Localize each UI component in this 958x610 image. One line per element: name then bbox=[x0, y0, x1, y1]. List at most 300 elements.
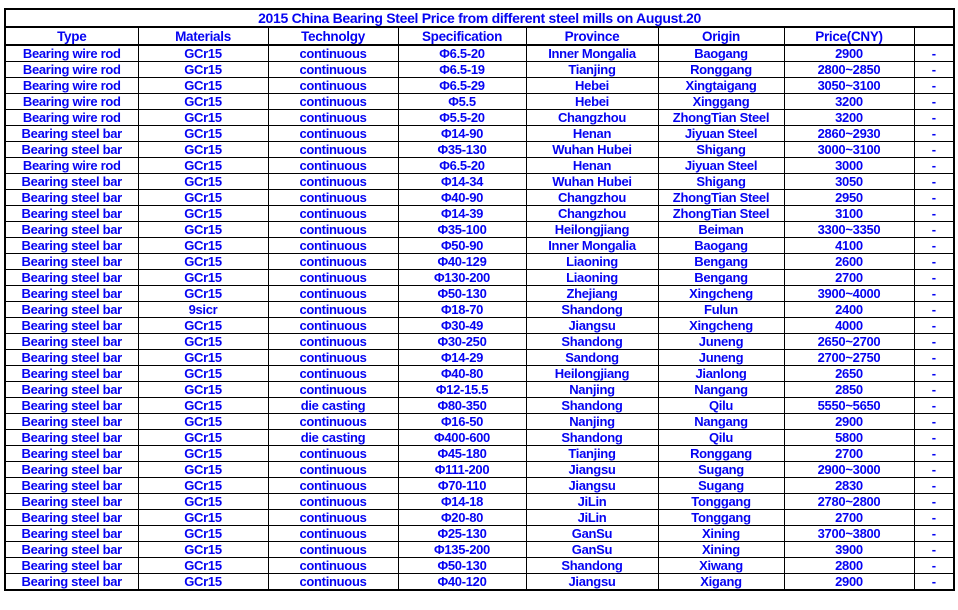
cell-province: Changzhou bbox=[526, 110, 658, 126]
cell-specification: Φ14-90 bbox=[398, 126, 526, 142]
cell-province: Wuhan Hubei bbox=[526, 142, 658, 158]
cell-type: Bearing wire rod bbox=[5, 110, 138, 126]
cell-price: 2900 bbox=[784, 414, 914, 430]
cell-province: Nanjing bbox=[526, 382, 658, 398]
cell-specification: Φ130-200 bbox=[398, 270, 526, 286]
cell-price: 4000 bbox=[784, 318, 914, 334]
cell-origin: Nangang bbox=[658, 382, 784, 398]
cell-materials: GCr15 bbox=[138, 142, 268, 158]
cell-specification: Φ35-130 bbox=[398, 142, 526, 158]
cell-origin: ZhongTian Steel bbox=[658, 206, 784, 222]
cell-origin: Jiyuan Steel bbox=[658, 158, 784, 174]
cell-type: Bearing steel bar bbox=[5, 526, 138, 542]
cell-materials: GCr15 bbox=[138, 78, 268, 94]
cell-materials: GCr15 bbox=[138, 254, 268, 270]
cell-note: - bbox=[914, 542, 954, 558]
cell-price: 2800 bbox=[784, 558, 914, 574]
table-row bbox=[5, 558, 954, 574]
cell-materials: GCr15 bbox=[138, 414, 268, 430]
cell-type: Bearing wire rod bbox=[5, 78, 138, 94]
cell-technology: continuous bbox=[268, 126, 398, 142]
cell-specification: Φ40-120 bbox=[398, 574, 526, 591]
cell-specification: Φ18-70 bbox=[398, 302, 526, 318]
cell-price: 2900~3000 bbox=[784, 462, 914, 478]
cell-province: Hebei bbox=[526, 78, 658, 94]
cell-origin: Jiyuan Steel bbox=[658, 126, 784, 142]
cell-origin: Qilu bbox=[658, 430, 784, 446]
table-row bbox=[5, 94, 954, 110]
cell-note: - bbox=[914, 222, 954, 238]
cell-type: Bearing steel bar bbox=[5, 350, 138, 366]
cell-materials: GCr15 bbox=[138, 286, 268, 302]
cell-origin: Tonggang bbox=[658, 510, 784, 526]
cell-technology: continuous bbox=[268, 110, 398, 126]
cell-technology: continuous bbox=[268, 414, 398, 430]
cell-note: - bbox=[914, 45, 954, 62]
cell-specification: Φ111-200 bbox=[398, 462, 526, 478]
cell-type: Bearing steel bar bbox=[5, 574, 138, 591]
cell-materials: GCr15 bbox=[138, 382, 268, 398]
table-row bbox=[5, 126, 954, 142]
cell-materials: GCr15 bbox=[138, 206, 268, 222]
cell-origin: Fulun bbox=[658, 302, 784, 318]
cell-type: Bearing steel bar bbox=[5, 254, 138, 270]
table-row bbox=[5, 414, 954, 430]
cell-specification: Φ50-130 bbox=[398, 558, 526, 574]
price-table-head bbox=[5, 9, 954, 45]
cell-price: 2800~2850 bbox=[784, 62, 914, 78]
cell-materials: GCr15 bbox=[138, 45, 268, 62]
cell-origin: Xingtaigang bbox=[658, 78, 784, 94]
cell-origin: Jianlong bbox=[658, 366, 784, 382]
cell-specification: Φ20-80 bbox=[398, 510, 526, 526]
cell-price: 3700~3800 bbox=[784, 526, 914, 542]
header-row bbox=[5, 27, 954, 45]
cell-origin: Shigang bbox=[658, 142, 784, 158]
cell-materials: GCr15 bbox=[138, 174, 268, 190]
cell-type: Bearing steel bar bbox=[5, 318, 138, 334]
cell-province: Jiangsu bbox=[526, 462, 658, 478]
cell-technology: continuous bbox=[268, 318, 398, 334]
cell-price: 2700 bbox=[784, 270, 914, 286]
cell-type: Bearing steel bar bbox=[5, 510, 138, 526]
table-row bbox=[5, 334, 954, 350]
cell-province: Inner Mongalia bbox=[526, 238, 658, 254]
cell-note: - bbox=[914, 398, 954, 414]
cell-origin: Tonggang bbox=[658, 494, 784, 510]
cell-price: 2830 bbox=[784, 478, 914, 494]
table-row bbox=[5, 302, 954, 318]
cell-province: Jiangsu bbox=[526, 478, 658, 494]
cell-type: Bearing wire rod bbox=[5, 45, 138, 62]
table-row bbox=[5, 366, 954, 382]
cell-origin: Xigang bbox=[658, 574, 784, 591]
table-title: 2015 China Bearing Steel Price from different steel mills on August.20 bbox=[5, 9, 954, 27]
cell-province: Changzhou bbox=[526, 190, 658, 206]
cell-materials: GCr15 bbox=[138, 446, 268, 462]
cell-specification: Φ6.5-20 bbox=[398, 45, 526, 62]
cell-specification: Φ400-600 bbox=[398, 430, 526, 446]
cell-price: 3050~3100 bbox=[784, 78, 914, 94]
cell-province: Sandong bbox=[526, 350, 658, 366]
cell-province: Shandong bbox=[526, 334, 658, 350]
cell-technology: continuous bbox=[268, 158, 398, 174]
cell-specification: Φ14-29 bbox=[398, 350, 526, 366]
cell-technology: continuous bbox=[268, 494, 398, 510]
cell-province: Shandong bbox=[526, 302, 658, 318]
cell-province: Nanjing bbox=[526, 414, 658, 430]
cell-origin: Baogang bbox=[658, 45, 784, 62]
cell-origin: Xingcheng bbox=[658, 318, 784, 334]
cell-specification: Φ5.5-20 bbox=[398, 110, 526, 126]
cell-materials: GCr15 bbox=[138, 270, 268, 286]
cell-materials: GCr15 bbox=[138, 238, 268, 254]
cell-note: - bbox=[914, 78, 954, 94]
column-header-blank bbox=[914, 27, 954, 45]
cell-price: 4100 bbox=[784, 238, 914, 254]
cell-price: 3200 bbox=[784, 94, 914, 110]
cell-specification: Φ40-80 bbox=[398, 366, 526, 382]
cell-technology: continuous bbox=[268, 270, 398, 286]
cell-specification: Φ50-130 bbox=[398, 286, 526, 302]
cell-price: 2400 bbox=[784, 302, 914, 318]
cell-technology: continuous bbox=[268, 62, 398, 78]
cell-type: Bearing steel bar bbox=[5, 222, 138, 238]
cell-note: - bbox=[914, 414, 954, 430]
cell-note: - bbox=[914, 462, 954, 478]
table-row bbox=[5, 542, 954, 558]
cell-origin: Xining bbox=[658, 542, 784, 558]
cell-type: Bearing steel bar bbox=[5, 238, 138, 254]
table-row bbox=[5, 78, 954, 94]
cell-technology: continuous bbox=[268, 542, 398, 558]
cell-province: JiLin bbox=[526, 494, 658, 510]
cell-origin: Juneng bbox=[658, 334, 784, 350]
cell-price: 3300~3350 bbox=[784, 222, 914, 238]
cell-technology: continuous bbox=[268, 190, 398, 206]
cell-technology: die casting bbox=[268, 430, 398, 446]
cell-origin: Qilu bbox=[658, 398, 784, 414]
cell-price: 3000~3100 bbox=[784, 142, 914, 158]
table-row bbox=[5, 574, 954, 591]
table-row bbox=[5, 158, 954, 174]
table-row bbox=[5, 110, 954, 126]
cell-price: 3100 bbox=[784, 206, 914, 222]
cell-specification: Φ45-180 bbox=[398, 446, 526, 462]
cell-note: - bbox=[914, 510, 954, 526]
cell-price: 2850 bbox=[784, 382, 914, 398]
table-row bbox=[5, 398, 954, 414]
price-table bbox=[4, 8, 955, 591]
cell-note: - bbox=[914, 158, 954, 174]
price-table-container bbox=[4, 8, 955, 591]
cell-materials: GCr15 bbox=[138, 94, 268, 110]
cell-type: Bearing steel bar bbox=[5, 270, 138, 286]
cell-type: Bearing steel bar bbox=[5, 494, 138, 510]
cell-materials: GCr15 bbox=[138, 526, 268, 542]
cell-technology: continuous bbox=[268, 78, 398, 94]
table-row bbox=[5, 45, 954, 62]
cell-province: GanSu bbox=[526, 526, 658, 542]
cell-province: Liaoning bbox=[526, 270, 658, 286]
cell-origin: Xiwang bbox=[658, 558, 784, 574]
cell-price: 2600 bbox=[784, 254, 914, 270]
cell-note: - bbox=[914, 366, 954, 382]
cell-specification: Φ6.5-19 bbox=[398, 62, 526, 78]
cell-specification: Φ40-90 bbox=[398, 190, 526, 206]
cell-technology: continuous bbox=[268, 174, 398, 190]
cell-type: Bearing wire rod bbox=[5, 94, 138, 110]
cell-materials: 9sicr bbox=[138, 302, 268, 318]
cell-materials: GCr15 bbox=[138, 462, 268, 478]
cell-specification: Φ14-18 bbox=[398, 494, 526, 510]
cell-price: 5800 bbox=[784, 430, 914, 446]
table-row bbox=[5, 62, 954, 78]
cell-type: Bearing steel bar bbox=[5, 398, 138, 414]
table-row bbox=[5, 174, 954, 190]
cell-type: Bearing steel bar bbox=[5, 190, 138, 206]
cell-materials: GCr15 bbox=[138, 478, 268, 494]
column-header-origin: Origin bbox=[658, 27, 784, 45]
cell-province: Jiangsu bbox=[526, 318, 658, 334]
cell-price: 2860~2930 bbox=[784, 126, 914, 142]
cell-note: - bbox=[914, 190, 954, 206]
cell-technology: continuous bbox=[268, 254, 398, 270]
cell-note: - bbox=[914, 574, 954, 591]
cell-note: - bbox=[914, 254, 954, 270]
cell-note: - bbox=[914, 318, 954, 334]
cell-type: Bearing steel bar bbox=[5, 334, 138, 350]
table-row bbox=[5, 462, 954, 478]
table-row bbox=[5, 510, 954, 526]
cell-province: Shandong bbox=[526, 398, 658, 414]
cell-price: 2900 bbox=[784, 574, 914, 591]
cell-note: - bbox=[914, 382, 954, 398]
cell-specification: Φ135-200 bbox=[398, 542, 526, 558]
cell-province: Liaoning bbox=[526, 254, 658, 270]
cell-note: - bbox=[914, 270, 954, 286]
cell-price: 2700 bbox=[784, 446, 914, 462]
cell-technology: continuous bbox=[268, 462, 398, 478]
cell-materials: GCr15 bbox=[138, 350, 268, 366]
cell-province: Henan bbox=[526, 158, 658, 174]
table-row bbox=[5, 382, 954, 398]
cell-price: 2650~2700 bbox=[784, 334, 914, 350]
cell-note: - bbox=[914, 526, 954, 542]
cell-type: Bearing steel bar bbox=[5, 558, 138, 574]
column-header-specification: Specification bbox=[398, 27, 526, 45]
cell-note: - bbox=[914, 478, 954, 494]
cell-origin: Bengang bbox=[658, 254, 784, 270]
cell-materials: GCr15 bbox=[138, 574, 268, 591]
cell-note: - bbox=[914, 334, 954, 350]
cell-specification: Φ6.5-20 bbox=[398, 158, 526, 174]
cell-price: 3900~4000 bbox=[784, 286, 914, 302]
cell-specification: Φ14-39 bbox=[398, 206, 526, 222]
cell-province: Jiangsu bbox=[526, 574, 658, 591]
cell-materials: GCr15 bbox=[138, 430, 268, 446]
column-header-type: Type bbox=[5, 27, 138, 45]
cell-type: Bearing steel bar bbox=[5, 206, 138, 222]
cell-province: Heilongjiang bbox=[526, 366, 658, 382]
cell-specification: Φ35-100 bbox=[398, 222, 526, 238]
cell-materials: GCr15 bbox=[138, 366, 268, 382]
cell-type: Bearing steel bar bbox=[5, 142, 138, 158]
cell-type: Bearing steel bar bbox=[5, 542, 138, 558]
cell-type: Bearing steel bar bbox=[5, 302, 138, 318]
cell-materials: GCr15 bbox=[138, 190, 268, 206]
table-row bbox=[5, 446, 954, 462]
cell-type: Bearing steel bar bbox=[5, 446, 138, 462]
cell-technology: continuous bbox=[268, 366, 398, 382]
column-header-technology: Technolgy bbox=[268, 27, 398, 45]
cell-technology: continuous bbox=[268, 478, 398, 494]
cell-price: 2780~2800 bbox=[784, 494, 914, 510]
cell-materials: GCr15 bbox=[138, 222, 268, 238]
table-row bbox=[5, 478, 954, 494]
cell-origin: Ronggang bbox=[658, 62, 784, 78]
cell-price: 3900 bbox=[784, 542, 914, 558]
cell-note: - bbox=[914, 62, 954, 78]
cell-materials: GCr15 bbox=[138, 110, 268, 126]
cell-technology: continuous bbox=[268, 222, 398, 238]
cell-price: 2900 bbox=[784, 45, 914, 62]
cell-origin: Xinggang bbox=[658, 94, 784, 110]
table-row bbox=[5, 254, 954, 270]
cell-specification: Φ25-130 bbox=[398, 526, 526, 542]
cell-note: - bbox=[914, 350, 954, 366]
cell-type: Bearing steel bar bbox=[5, 414, 138, 430]
cell-price: 3200 bbox=[784, 110, 914, 126]
cell-note: - bbox=[914, 110, 954, 126]
cell-technology: die casting bbox=[268, 398, 398, 414]
cell-note: - bbox=[914, 302, 954, 318]
cell-note: - bbox=[914, 142, 954, 158]
cell-origin: Beiman bbox=[658, 222, 784, 238]
table-row bbox=[5, 238, 954, 254]
cell-technology: continuous bbox=[268, 94, 398, 110]
cell-province: GanSu bbox=[526, 542, 658, 558]
cell-type: Bearing wire rod bbox=[5, 158, 138, 174]
table-row bbox=[5, 494, 954, 510]
cell-province: Shandong bbox=[526, 558, 658, 574]
cell-note: - bbox=[914, 174, 954, 190]
cell-materials: GCr15 bbox=[138, 510, 268, 526]
cell-technology: continuous bbox=[268, 558, 398, 574]
cell-note: - bbox=[914, 430, 954, 446]
cell-province: Changzhou bbox=[526, 206, 658, 222]
table-row bbox=[5, 270, 954, 286]
cell-specification: Φ12-15.5 bbox=[398, 382, 526, 398]
cell-note: - bbox=[914, 206, 954, 222]
cell-materials: GCr15 bbox=[138, 398, 268, 414]
cell-technology: continuous bbox=[268, 574, 398, 591]
cell-type: Bearing steel bar bbox=[5, 478, 138, 494]
cell-origin: Sugang bbox=[658, 462, 784, 478]
cell-province: Zhejiang bbox=[526, 286, 658, 302]
cell-technology: continuous bbox=[268, 382, 398, 398]
cell-origin: Xingcheng bbox=[658, 286, 784, 302]
cell-technology: continuous bbox=[268, 510, 398, 526]
cell-technology: continuous bbox=[268, 526, 398, 542]
cell-materials: GCr15 bbox=[138, 318, 268, 334]
cell-type: Bearing steel bar bbox=[5, 430, 138, 446]
table-row bbox=[5, 286, 954, 302]
cell-technology: continuous bbox=[268, 350, 398, 366]
table-row bbox=[5, 526, 954, 542]
cell-specification: Φ80-350 bbox=[398, 398, 526, 414]
column-header-province: Province bbox=[526, 27, 658, 45]
cell-origin: Baogang bbox=[658, 238, 784, 254]
cell-province: Inner Mongalia bbox=[526, 45, 658, 62]
cell-origin: Xining bbox=[658, 526, 784, 542]
cell-materials: GCr15 bbox=[138, 334, 268, 350]
cell-specification: Φ14-34 bbox=[398, 174, 526, 190]
cell-origin: Ronggang bbox=[658, 446, 784, 462]
cell-technology: continuous bbox=[268, 302, 398, 318]
cell-origin: Sugang bbox=[658, 478, 784, 494]
table-row bbox=[5, 206, 954, 222]
cell-price: 2950 bbox=[784, 190, 914, 206]
cell-materials: GCr15 bbox=[138, 542, 268, 558]
cell-specification: Φ40-129 bbox=[398, 254, 526, 270]
table-row bbox=[5, 350, 954, 366]
cell-type: Bearing steel bar bbox=[5, 366, 138, 382]
cell-province: JiLin bbox=[526, 510, 658, 526]
cell-type: Bearing wire rod bbox=[5, 62, 138, 78]
cell-specification: Φ16-50 bbox=[398, 414, 526, 430]
cell-materials: GCr15 bbox=[138, 62, 268, 78]
cell-price: 2700 bbox=[784, 510, 914, 526]
cell-type: Bearing steel bar bbox=[5, 174, 138, 190]
cell-materials: GCr15 bbox=[138, 558, 268, 574]
column-header-price: Price(CNY) bbox=[784, 27, 914, 45]
table-row bbox=[5, 222, 954, 238]
cell-note: - bbox=[914, 94, 954, 110]
title-row bbox=[5, 9, 954, 27]
cell-type: Bearing steel bar bbox=[5, 286, 138, 302]
cell-province: Tianjing bbox=[526, 446, 658, 462]
cell-price: 3000 bbox=[784, 158, 914, 174]
cell-note: - bbox=[914, 558, 954, 574]
cell-note: - bbox=[914, 494, 954, 510]
cell-price: 2650 bbox=[784, 366, 914, 382]
cell-materials: GCr15 bbox=[138, 158, 268, 174]
cell-province: Tianjing bbox=[526, 62, 658, 78]
cell-specification: Φ50-90 bbox=[398, 238, 526, 254]
cell-province: Henan bbox=[526, 126, 658, 142]
cell-origin: ZhongTian Steel bbox=[658, 190, 784, 206]
cell-province: Shandong bbox=[526, 430, 658, 446]
cell-price: 3050 bbox=[784, 174, 914, 190]
cell-origin: Juneng bbox=[658, 350, 784, 366]
cell-type: Bearing steel bar bbox=[5, 382, 138, 398]
cell-specification: Φ6.5-29 bbox=[398, 78, 526, 94]
price-table-body bbox=[5, 45, 954, 590]
table-row bbox=[5, 190, 954, 206]
cell-specification: Φ5.5 bbox=[398, 94, 526, 110]
cell-province: Wuhan Hubei bbox=[526, 174, 658, 190]
cell-technology: continuous bbox=[268, 286, 398, 302]
cell-origin: ZhongTian Steel bbox=[658, 110, 784, 126]
table-row bbox=[5, 430, 954, 446]
table-row bbox=[5, 142, 954, 158]
cell-note: - bbox=[914, 446, 954, 462]
cell-materials: GCr15 bbox=[138, 494, 268, 510]
cell-technology: continuous bbox=[268, 238, 398, 254]
cell-type: Bearing steel bar bbox=[5, 462, 138, 478]
cell-price: 5550~5650 bbox=[784, 398, 914, 414]
